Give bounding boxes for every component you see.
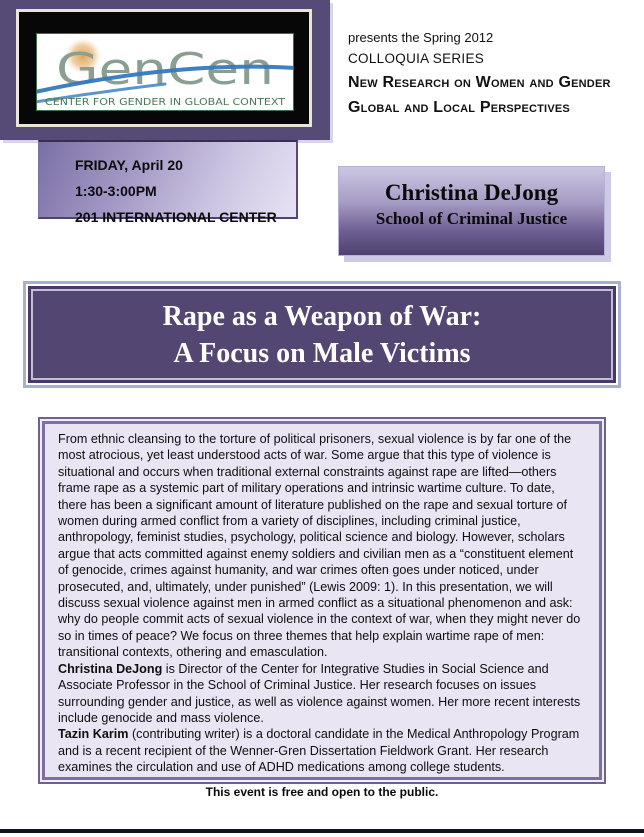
title-banner [28, 286, 616, 383]
title-line-1: Rape as a Weapon of War: [162, 300, 482, 332]
gencen-logo [37, 34, 293, 110]
speaker-name: Christina DeJong [384, 180, 559, 205]
speaker-affiliation: School of Criminal Justice [375, 208, 568, 228]
bio-paragraph-speaker [58, 661, 586, 727]
logo-panel [36, 33, 294, 111]
event-time: 1:30-3:00PM [75, 183, 157, 199]
title-line-2: A Focus on Male Victims [173, 337, 471, 369]
bottom-rule [0, 829, 644, 833]
event-date: FRIDAY, April 20 [75, 157, 183, 173]
event-box [38, 140, 298, 225]
series-block [348, 31, 638, 125]
abstract-paragraph [58, 431, 586, 661]
bio-speaker-name: Christina DeJong [58, 661, 163, 676]
speaker-box [338, 166, 605, 256]
series-line-presents: presents the Spring 2012 [348, 30, 494, 45]
title-text [31, 289, 613, 380]
logo-black-box [16, 9, 312, 127]
series-line-new-research: New Research on Women and Gender [348, 73, 611, 91]
logo-frame [0, 0, 330, 140]
bio-writer-name: Tazin Karim [58, 727, 129, 742]
event-location: 201 INTERNATIONAL CENTER [75, 209, 277, 225]
abstract-box [38, 417, 606, 784]
abstract-content [42, 421, 602, 780]
series-line-colloquia: COLLOQUIA SERIES [348, 51, 485, 66]
bio-speaker-text: is Director of the Center for Integrative Studies in Social Science and Associate Professor in the School of Criminal Justice. Her research focuses on issues surrounding gender and justice, as well as violence against women. Her more recent interests include genocide and mass violence. [58, 661, 581, 725]
abstract-text: From ethnic cleansing to the torture of political prisoners, sexual violence is by far one of the most atrocious, yet least understood acts of war. Some argue that this type of violence is situational and occurs when traditional external constraints against rape are lifted—others frame rape as a systemic part of military operations and intrinsic wartime culture. To date, there has been a significant amount of literature published on the rape and sexual torture of women during armed conflict from a variety of disciplines, including criminal justice, anthropology, feminist studies, psychology, political science and biology. However, scholars argue that acts committed against enemy soldiers and civilian men as a “constituent element of genocide, crimes against humanity, and war crimes often goes under noticed, under prosecuted, and, ultimately, under punished” (Lewis 2009: 1). In this presentation, we will discuss sexual violence against men in armed conflict as a situational phenomenon and ask: why do people commit acts of sexual violence in the context of war, when they might never do so in times of peace? We focus on three themes that help explain wartime rape of men: transitional contexts, othering and emasculation. [58, 432, 581, 660]
bio-paragraph-writer [58, 726, 586, 775]
logo-brand-text: GenCen [56, 44, 274, 95]
series-line-perspectives: Global and Local Perspectives [348, 98, 570, 116]
footer-note: This event is free and open to the public. [205, 785, 439, 799]
logo-tagline-text: CENTER FOR GENDER IN GLOBAL CONTEXT [45, 97, 286, 108]
bio-writer-text: (contributing writer) is a doctoral candidate in the Medical Anthropology Program and is a recent recipient of the Wenner-Gren Dissertation Fieldwork Grant. Her research examines the circulation and use of ADHD medications among college students. [58, 727, 580, 775]
